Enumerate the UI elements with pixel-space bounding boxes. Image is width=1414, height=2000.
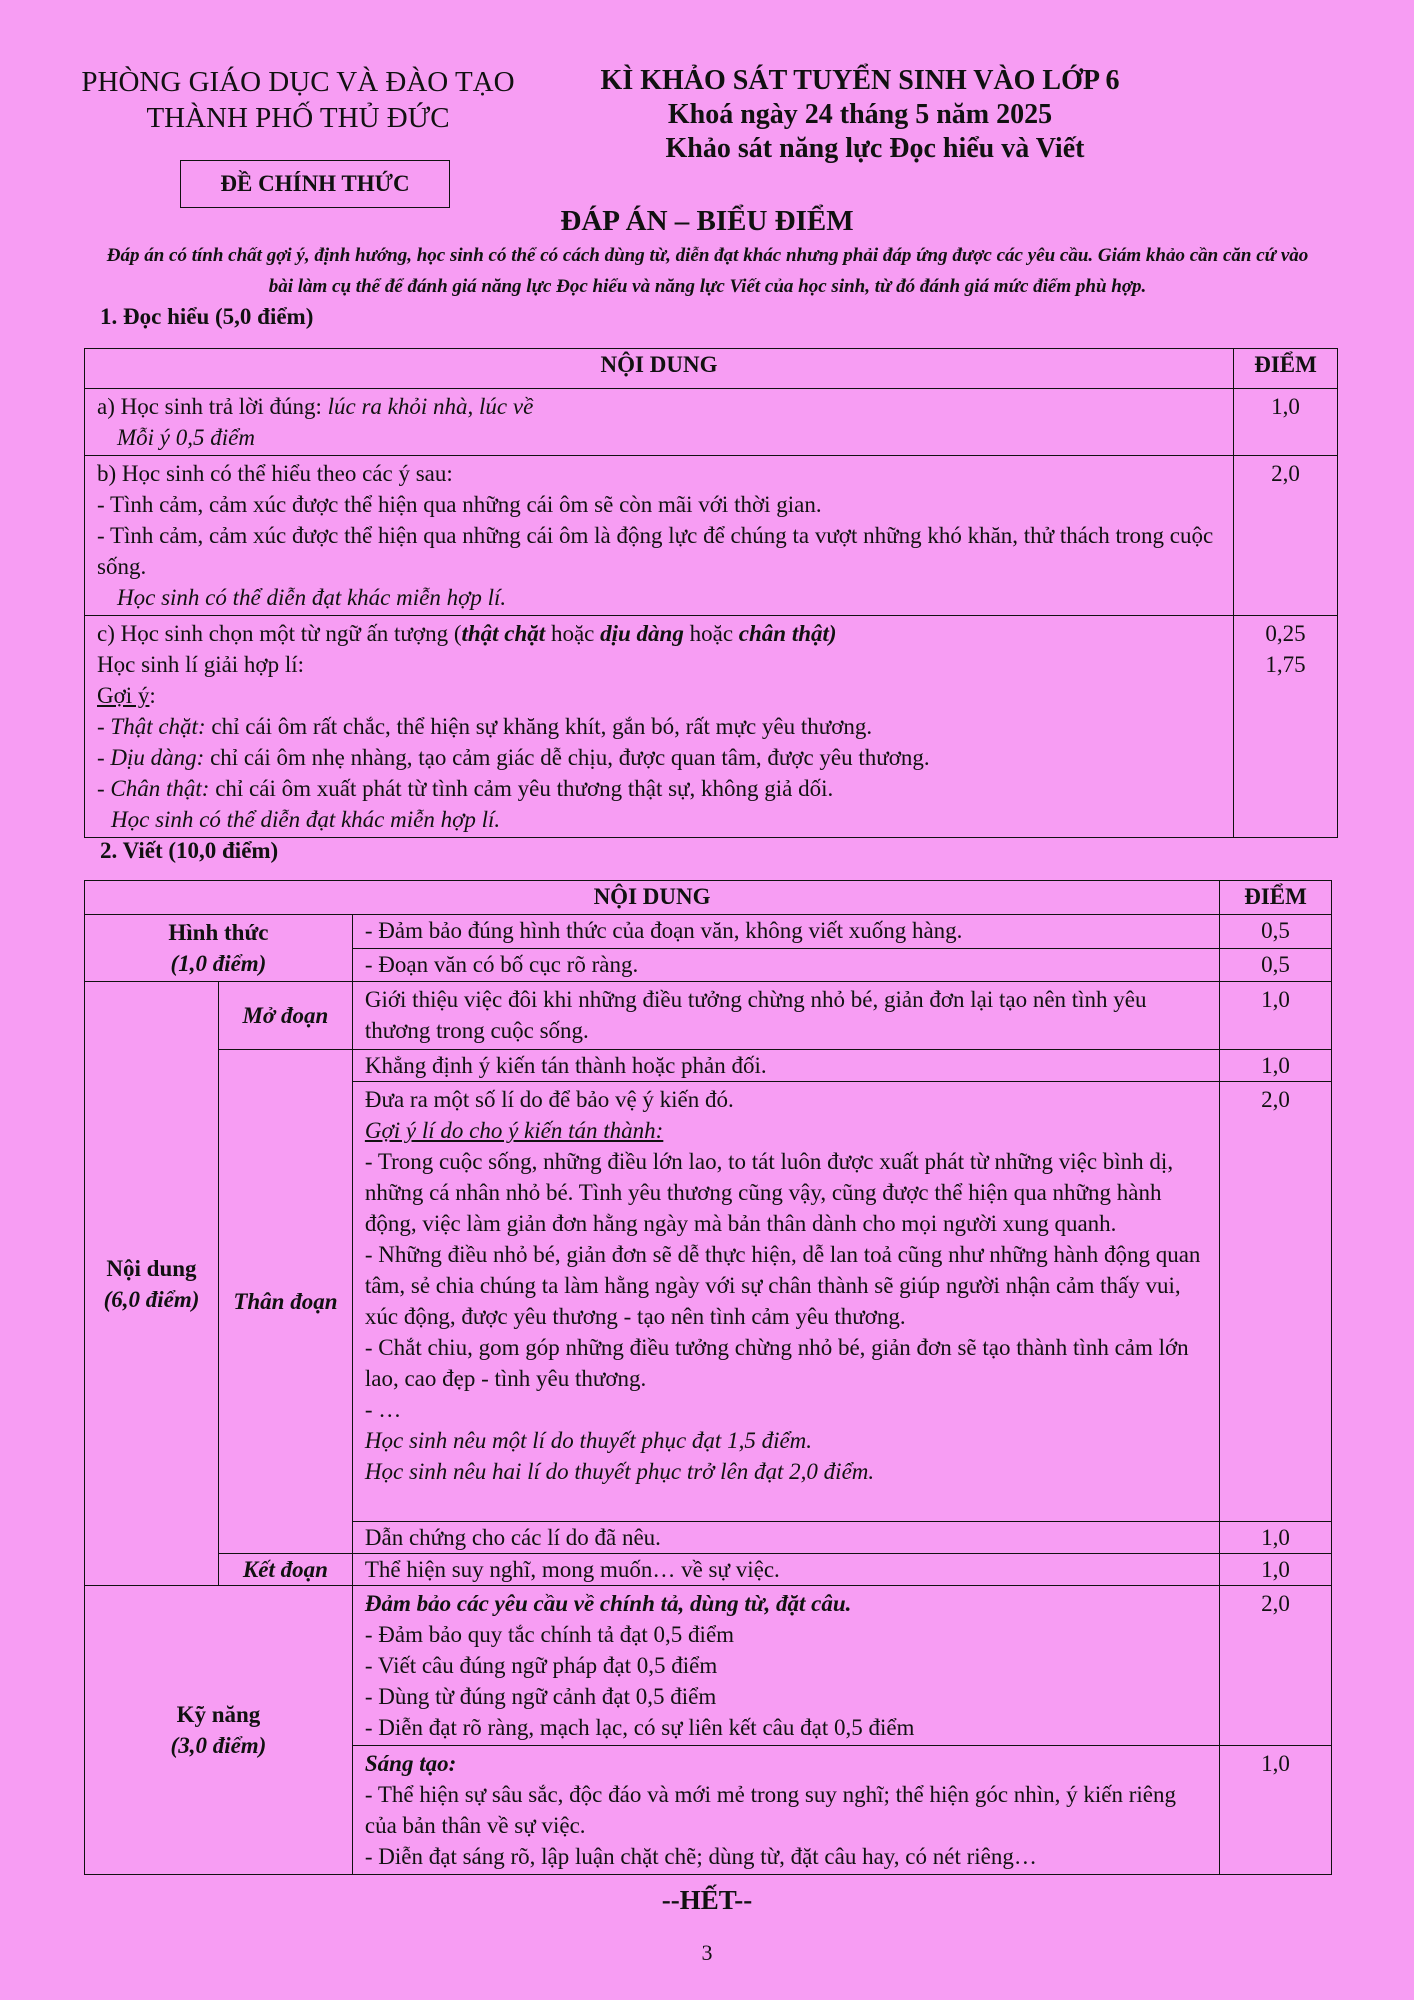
department-line-1: PHÒNG GIÁO DỤC VÀ ĐÀO TẠO	[81, 66, 515, 98]
col-content-header: NỘI DUNG	[85, 881, 1220, 915]
table-row	[85, 389, 1338, 456]
table-row: Nội dung (6,0 điểm) Mở đoạn Giới thiệu việc đôi khi những điều tưởng chừng nhỏ bé, giản đơn lại tạo nên tình yêu thương trong cuộc sống. 1,0	[85, 982, 1332, 1050]
skills-spelling: Đảm bảo các yêu cầu về chính tả, dùng từ, đặt câu. - Đảm bảo quy tắc chính tả đạt 0,5 điểm - Viết câu đúng ngữ pháp đạt 0,5 điểm - Dùng từ đúng ngữ cảnh đạt 0,5 điểm - Diễn đạt rõ ràng, mạch lạc, có sự liên kết câu đạt 0,5 điểm	[352, 1586, 1219, 1746]
intro-note: Đáp án có tính chất gợi ý, định hướng, học sinh có thể có cách dùng từ, diễn đạt khác nhưng phải đáp ứng được các yêu cầu. Giám khảo cần căn cứ vào bài làm cụ thể để đánh giá năng lực Đọc hiểu và năng lực Viết của học sinh, từ đó đánh giá mức điểm phù hợp.	[106, 245, 1309, 297]
col-score-header: ĐIỂM	[1234, 349, 1338, 389]
content-criteria-label: Nội dung (6,0 điểm)	[85, 982, 219, 1586]
table-row: - Đoạn văn có bố cục rõ ràng. 0,5	[85, 948, 1332, 982]
table-header-row	[85, 881, 1332, 915]
score-c: 0,25 1,75	[1234, 616, 1338, 838]
reading-table	[84, 348, 1338, 838]
body-label: Thân đoạn	[218, 1050, 352, 1554]
table-row: Sáng tạo: - Thể hiện sự sâu sắc, độc đáo và mới mẻ trong suy nghĩ; thể hiện góc nhìn, ý kiến riêng của bản thân về sự việc. - Diễn đạt sáng rõ, lập luận chặt chẽ; dùng từ, đặt câu hay, có nét riêng… 1,0	[85, 1746, 1332, 1875]
answer-a-note: Mỗi ý 0,5 điểm	[117, 425, 255, 450]
section1-heading: 1. Đọc hiểu (5,0 điểm)	[100, 304, 314, 329]
exam-title: KÌ KHẢO SÁT TUYỂN SINH VÀO LỚP 6	[600, 65, 1120, 96]
table-row: Kết đoạn Thể hiện suy nghĩ, mong muốn… về sự việc. 1,0	[85, 1554, 1332, 1586]
page-number: 3	[701, 1940, 713, 1965]
table-row: Thân đoạn Khẳng định ý kiến tán thành hoặc phản đối. 1,0	[85, 1050, 1332, 1082]
writing-table	[84, 880, 1332, 1875]
section2-heading: 2. Viết (10,0 điểm)	[100, 838, 279, 863]
body-reasons: Đưa ra một số lí do để bảo vệ ý kiến đó. Gợi ý lí do cho ý kiến tán thành: - Trong cuộc sống, những điều lớn lao, to tát luôn được xuất phát từ những việc bình dị, những cá nhân nhỏ bé. Tình yêu thương cũng vậy, cũng được thể hiện qua những hành động, việc làm giản đơn hằng ngày mà bản thân dành cho mọi người xung quanh. - Những điều nhỏ bé, giản đơn sẽ dễ thực hiện, dễ lan toả cũng như những hành động quan tâm, sẻ chia chúng ta làm hằng ngày với sự chân thành sẽ giúp người nhận cảm thấy vui, xúc động, được yêu thương - tạo nên tình cảm yêu thương. - Chắt chiu, gom góp những điều tưởng chừng nhỏ bé, giản đơn sẽ tạo thành tình cảm lớn lao, cao đẹp - tình yêu thương. - … Học sinh nêu một lí do thuyết phục đạt 1,5 điểm. Học sinh nêu hai lí do thuyết phục trở lên đạt 2,0 điểm.	[352, 1082, 1219, 1522]
score-a: 1,0	[1234, 389, 1338, 456]
department-name	[58, 64, 538, 136]
department-line-2: THÀNH PHỐ THỦ ĐỨC	[146, 102, 450, 134]
table-row: Kỹ năng (3,0 điểm) Đảm bảo các yêu cầu về chính tả, dùng từ, đặt câu. - Đảm bảo quy tắc chính tả đạt 0,5 điểm - Viết câu đúng ngữ pháp đạt 0,5 điểm - Dùng từ đúng ngữ cảnh đạt 0,5 điểm - Diễn đạt rõ ràng, mạch lạc, có sự liên kết câu đạt 0,5 điểm 2,0	[85, 1586, 1332, 1746]
table-header-row	[85, 349, 1338, 389]
table-row: Hình thức (1,0 điểm) - Đảm bảo đúng hình thức của đoạn văn, không viết xuống hàng. 0,5	[85, 915, 1332, 949]
exam-subject: Khảo sát năng lực Đọc hiểu và Viết	[665, 133, 1085, 164]
skills-criteria-label: Kỹ năng (3,0 điểm)	[85, 1586, 353, 1875]
exam-header	[560, 64, 1160, 166]
end-mark: --HẾT--	[661, 1885, 753, 1915]
form-criteria-label: Hình thức (1,0 điểm)	[85, 915, 353, 982]
col-content-header: NỘI DUNG	[85, 349, 1234, 389]
answer-b: b) Học sinh có thể hiểu theo các ý sau: - Tình cảm, cảm xúc được thể hiện qua những cái ôm sẽ còn mãi với thời gian. - Tình cảm, cảm xúc được thể hiện qua những cái ôm là động lực để chúng ta vượt những khó khăn, thử thách trong cuộc sống. Học sinh có thể diễn đạt khác miễn hợp lí.	[85, 456, 1234, 616]
exam-date: Khoá ngày 24 tháng 5 năm 2025	[667, 99, 1053, 130]
answer-c: c) Học sinh chọn một từ ngữ ấn tượng (thật chặt hoặc dịu dàng hoặc chân thật) Học sinh lí giải hợp lí: Gợi ý: - Thật chặt: chỉ cái ôm rất chắc, thể hiện sự khăng khít, gắn bó, rất mực yêu thương. - Dịu dàng: chỉ cái ôm nhẹ nhàng, tạo cảm giác dễ chịu, được quan tâm, được yêu thương. - Chân thật: chỉ cái ôm xuất phát từ tình cảm yêu thương thật sự, không giả dối. Học sinh có thể diễn đạt khác miễn hợp lí.	[85, 616, 1234, 838]
score-b: 2,0	[1234, 456, 1338, 616]
table-row: Dẫn chứng cho các lí do đã nêu. 1,0	[85, 1522, 1332, 1554]
skills-creativity: Sáng tạo: - Thể hiện sự sâu sắc, độc đáo và mới mẻ trong suy nghĩ; thể hiện góc nhìn, ý kiến riêng của bản thân về sự việc. - Diễn đạt sáng rõ, lập luận chặt chẽ; dùng từ, đặt câu hay, có nét riêng…	[352, 1746, 1219, 1875]
col-score-header: ĐIỂM	[1220, 881, 1332, 915]
answer-a: a) Học sinh trả lời đúng: lúc ra khỏi nhà, lúc về Mỗi ý 0,5 điểm	[85, 389, 1234, 456]
table-row	[85, 616, 1338, 838]
page-title: ĐÁP ÁN – BIỂU ĐIỂM	[560, 205, 854, 237]
official-exam-box: ĐỀ CHÍNH THỨC	[180, 160, 450, 208]
table-row	[85, 456, 1338, 616]
table-row: Đưa ra một số lí do để bảo vệ ý kiến đó. Gợi ý lí do cho ý kiến tán thành: - Trong cuộc sống, những điều lớn lao, to tát luôn được xuất phát từ những việc bình dị, những cá nhân nhỏ bé. Tình yêu thương cũng vậy, cũng được thể hiện qua những hành động, việc làm giản đơn hằng ngày mà bản thân dành cho mọi người xung quanh. - Những điều nhỏ bé, giản đơn sẽ dễ thực hiện, dễ lan toả cũng như những hành động quan tâm, sẻ chia chúng ta làm hằng ngày với sự chân thành sẽ giúp người nhận cảm thấy vui, xúc động, được yêu thương - tạo nên tình cảm yêu thương. - Chắt chiu, gom góp những điều tưởng chừng nhỏ bé, giản đơn sẽ tạo thành tình cảm lớn lao, cao đẹp - tình yêu thương. - … Học sinh nêu một lí do thuyết phục đạt 1,5 điểm. Học sinh nêu hai lí do thuyết phục trở lên đạt 2,0 điểm. 2,0	[85, 1082, 1332, 1522]
